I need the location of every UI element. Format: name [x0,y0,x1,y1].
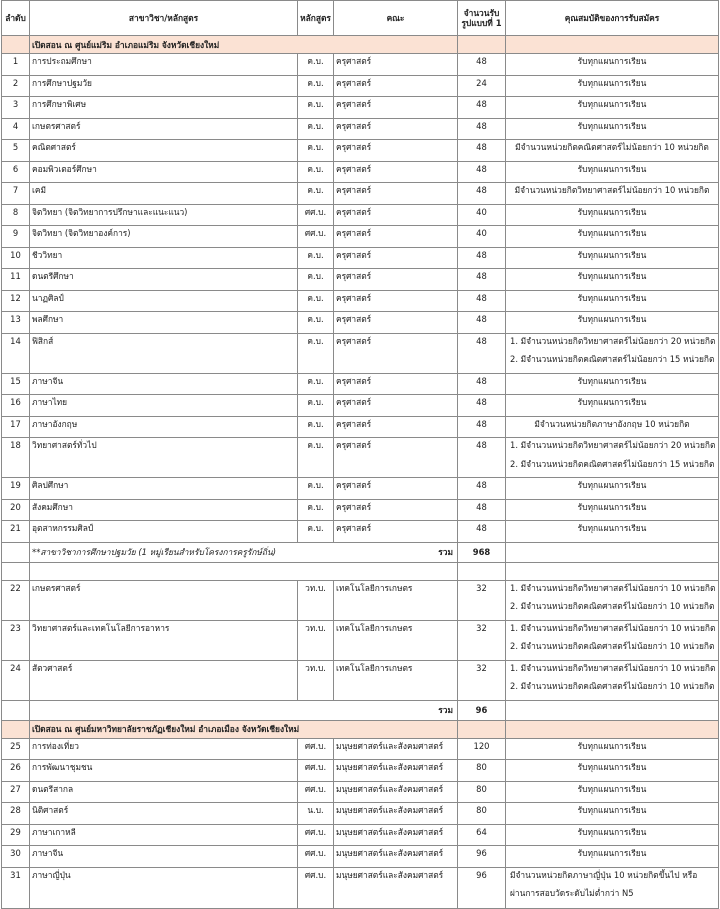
row-number: 24 [2,660,30,700]
quota: 48 [458,395,506,417]
qualification [506,781,719,803]
degree: ค.บ. [298,97,334,119]
table-row [2,781,719,803]
table-row [2,395,719,417]
qualification-line: 1. มีจำนวนหน่วยกิตวิทยาศาสตร์ไม่น้อยกว่า 10 หน่วยกิต [510,662,716,673]
table-row [2,204,719,226]
faculty: ครุศาสตร์ [334,226,458,248]
qualification-line: รับทุกแผนการเรียน [577,292,647,303]
qualification [506,738,719,760]
quota: 48 [458,247,506,269]
empty-cell [458,562,506,580]
qualification [506,373,719,395]
degree: ค.บ. [298,478,334,500]
qualification [506,97,719,119]
faculty: ครุศาสตร์ [334,118,458,140]
row-number: 14 [2,333,30,373]
quota: 48 [458,290,506,312]
table-row [2,580,719,620]
table-row [2,269,719,291]
row-number: 3 [2,97,30,119]
major-name: การศึกษาปฐมวัย [30,75,298,97]
row-number: 12 [2,290,30,312]
spacer-row [2,562,719,580]
faculty: ครุศาสตร์ [334,395,458,417]
header-quota: จำนวนรับ รูปแบบที่ 1 [458,1,506,36]
major-name: นาฏศิลป์ [30,290,298,312]
row-number: 5 [2,140,30,162]
faculty: ครุศาสตร์ [334,438,458,478]
qualification [506,760,719,782]
qualification [506,395,719,417]
quota: 32 [458,580,506,620]
row-number: 31 [2,867,30,908]
table-row [2,803,719,825]
qualification [506,290,719,312]
quota: 48 [458,373,506,395]
faculty: เทคโนโลยีการเกษตร [334,580,458,620]
qualification-line: มีจำนวนหน่วยกิตคณิตศาสตร์ไม่น้อยกว่า 10 หน่วยกิต [515,142,709,152]
quota: 48 [458,499,506,521]
section-title: เปิดสอน ณ ศูนย์มหาวิทยาลัยราชภัฏเชียงใหม่ อำเภอเมือง จังหวัดเชียงใหม่ [30,720,458,738]
degree: ศศ.บ. [298,760,334,782]
major-name: สังคมศึกษา [30,499,298,521]
table-row [2,54,719,76]
qualification-line: รับทุกแผนการเรียน [577,271,647,281]
major-name: สัตวศาสตร์ [30,660,298,700]
degree: ค.บ. [298,118,334,140]
faculty: มนุษยศาสตร์และสังคมศาสตร์ [334,824,458,846]
degree: ค.บ. [298,140,334,162]
qualification-line: 1. มีจำนวนหน่วยกิตวิทยาศาสตร์ไม่น้อยกว่า 10 หน่วยกิต [510,582,716,593]
row-number: 8 [2,204,30,226]
table-row [2,373,719,395]
faculty: ครุศาสตร์ [334,373,458,395]
qualification [506,521,719,543]
faculty: มนุษยศาสตร์และสังคมศาสตร์ [334,803,458,825]
total-label: รวม [438,546,453,557]
table-row [2,499,719,521]
table-row [2,75,719,97]
quota: 40 [458,226,506,248]
qualification [506,269,719,291]
row-number: 6 [2,161,30,183]
quota: 48 [458,416,506,438]
major-name: ภาษาจีน [30,373,298,395]
row-number: 29 [2,824,30,846]
row-number: 25 [2,738,30,760]
degree: ศศ.บ. [298,867,334,908]
table-row [2,140,719,162]
qualification [506,204,719,226]
qualification [506,580,719,620]
major-name: ภาษาไทย [30,395,298,417]
row-number: 7 [2,183,30,205]
faculty: ครุศาสตร์ [334,54,458,76]
degree: ค.บ. [298,499,334,521]
quota: 24 [458,75,506,97]
row-number: 18 [2,438,30,478]
row-number: 21 [2,521,30,543]
quota: 80 [458,760,506,782]
qualification [506,247,719,269]
faculty: ครุศาสตร์ [334,290,458,312]
quota: 48 [458,521,506,543]
faculty: ครุศาสตร์ [334,97,458,119]
table-header-row [2,1,719,36]
table-row [2,97,719,119]
quota: 48 [458,438,506,478]
table-row [2,521,719,543]
faculty: ครุศาสตร์ [334,333,458,373]
qualification [506,226,719,248]
qualification [506,54,719,76]
qualification-line: รับทุกแผนการเรียน [577,228,647,238]
row-number: 10 [2,247,30,269]
major-name: จิตวิทยา (จิตวิทยาการปรึกษาและแนะแนว) [30,204,298,226]
quota: 48 [458,54,506,76]
qualification-line: รับทุกแผนการเรียน [577,848,647,858]
degree: ค.บ. [298,247,334,269]
total-label: รวม [438,704,453,715]
row-number: 28 [2,803,30,825]
header-major: สาขาวิชา/หลักสูตร [30,1,298,36]
total-row [2,542,719,562]
qualification-line: มีจำนวนหน่วยกิตภาษาอังกฤษ 10 หน่วยกิต [534,418,690,429]
degree: ศศ.บ. [298,738,334,760]
qualification-line: รับทุกแผนการเรียน [577,397,647,407]
major-name: จิตวิทยา (จิตวิทยาองค์การ) [30,226,298,248]
faculty: ครุศาสตร์ [334,140,458,162]
table-row [2,333,719,373]
row-number: 20 [2,499,30,521]
table-row [2,660,719,700]
degree: ค.บ. [298,183,334,205]
qualification-line: 2. มีจำนวนหน่วยกิตคณิตศาสตร์ไม่น้อยกว่า 10 หน่วยกิต [510,601,715,611]
total-row [2,700,719,720]
table-row [2,118,719,140]
major-name: การประถมศึกษา [30,54,298,76]
qualification-line: รับทุกแผนการเรียน [577,740,647,751]
faculty: ครุศาสตร์ [334,161,458,183]
empty-cell [2,562,30,580]
major-name: ชีววิทยา [30,247,298,269]
degree: ค.บ. [298,333,334,373]
qualification [506,140,719,162]
degree: ศศ.บ. [298,204,334,226]
faculty: ครุศาสตร์ [334,312,458,334]
header-degree: หลักสูตร [298,1,334,36]
qualification-line: รับทุกแผนการเรียน [577,805,647,815]
quota: 32 [458,660,506,700]
degree: น.บ. [298,803,334,825]
qualification-line: รับทุกแผนการเรียน [577,99,647,109]
major-name: เคมี [30,183,298,205]
qualification [506,118,719,140]
quota: 48 [458,269,506,291]
major-name: นิติศาสตร์ [30,803,298,825]
qualification-line: ผ่านการสอบวัดระดับไม่ต่ำกว่า N5 [510,888,634,898]
empty-cell [2,542,30,562]
quota: 48 [458,118,506,140]
degree: ค.บ. [298,161,334,183]
header-faculty: คณะ [334,1,458,36]
qualification-line: รับทุกแผนการเรียน [577,314,647,324]
major-name: การพัฒนาชุมชน [30,760,298,782]
quota: 48 [458,161,506,183]
table-row [2,161,719,183]
faculty: เทคโนโลยีการเกษตร [334,660,458,700]
quota: 120 [458,738,506,760]
section-header-maerim [2,36,719,54]
empty-cell [506,720,719,738]
qualification-line: มีจำนวนหน่วยกิตภาษาญี่ปุ่น 10 หน่วยกิตขึ้นไป หรือ [510,869,698,880]
qualification [506,183,719,205]
table-row [2,867,719,908]
major-name: วิทยาศาสตร์และเทคโนโลยีการอาหาร [30,620,298,660]
degree: ค.บ. [298,54,334,76]
qualification [506,499,719,521]
degree: ค.บ. [298,416,334,438]
note-cell: **สาขาวิชาการศึกษาปฐมวัย (1 หมู่เรียนสำหรับโครงการครูรักษ์ถิ่น) รวม [30,542,458,562]
degree: ค.บ. [298,312,334,334]
major-name: การท่องเที่ยว [30,738,298,760]
quota: 48 [458,140,506,162]
qualification-line: รับทุกแผนการเรียน [577,480,647,490]
qualification-line: 1. มีจำนวนหน่วยกิตวิทยาศาสตร์ไม่น้อยกว่า 10 หน่วยกิต [510,622,716,633]
degree: ค.บ. [298,438,334,478]
degree: วท.บ. [298,620,334,660]
row-number: 1 [2,54,30,76]
qualification-line: 1. มีจำนวนหน่วยกิตวิทยาศาสตร์ไม่น้อยกว่า 20 หน่วยกิต [510,335,716,346]
qualification-line: รับทุกแผนการเรียน [577,762,647,772]
faculty: เทคโนโลยีการเกษตร [334,620,458,660]
qualification-line: 2. มีจำนวนหน่วยกิตคณิตศาสตร์ไม่น้อยกว่า 10 หน่วยกิต [510,641,715,651]
table-row [2,620,719,660]
faculty: ครุศาสตร์ [334,478,458,500]
qualification [506,824,719,846]
quota: 80 [458,803,506,825]
qualification-line: รับทุกแผนการเรียน [577,120,647,131]
row-number: 16 [2,395,30,417]
qualification [506,478,719,500]
quota: 96 [458,867,506,908]
qualification-line: รับทุกแผนการเรียน [577,249,647,260]
header-qualification: คุณสมบัติของการรับสมัคร [506,1,719,36]
major-name: ภาษาจีน [30,846,298,868]
degree: วท.บ. [298,660,334,700]
row-number: 13 [2,312,30,334]
row-number: 9 [2,226,30,248]
faculty: ครุศาสตร์ [334,521,458,543]
empty-cell [506,562,719,580]
total-value: 96 [458,700,506,720]
total-value: 968 [458,542,506,562]
faculty: มนุษยศาสตร์และสังคมศาสตร์ [334,760,458,782]
faculty: ครุศาสตร์ [334,247,458,269]
major-name: การศึกษาพิเศษ [30,97,298,119]
qualification [506,161,719,183]
quota: 48 [458,97,506,119]
row-number: 11 [2,269,30,291]
qualification-line: มีจำนวนหน่วยกิตวิทยาศาสตร์ไม่น้อยกว่า 10 หน่วยกิต [514,185,710,195]
row-number: 4 [2,118,30,140]
faculty: ครุศาสตร์ [334,183,458,205]
major-name: ศิลปศึกษา [30,478,298,500]
empty-cell [458,720,506,738]
empty-cell [2,720,30,738]
qualification [506,312,719,334]
qualification [506,75,719,97]
section-title: เปิดสอน ณ ศูนย์แม่ริม อำเภอแม่ริม จังหวัดเชียงใหม่ [30,36,458,54]
qualification-line: 2. มีจำนวนหน่วยกิตคณิตศาสตร์ไม่น้อยกว่า 10 หน่วยกิต [510,681,715,691]
table-row [2,478,719,500]
major-name: ดนตรีสากล [30,781,298,803]
quota: 40 [458,204,506,226]
degree: ศศ.บ. [298,824,334,846]
row-number: 27 [2,781,30,803]
qualification-line: รับทุกแผนการเรียน [577,77,647,88]
quota: 32 [458,620,506,660]
qualification-line: รับทุกแผนการเรียน [577,375,647,386]
qualification [506,867,719,908]
qualification [506,660,719,700]
table-row [2,290,719,312]
faculty: ครุศาสตร์ [334,416,458,438]
major-name: พลศึกษา [30,312,298,334]
row-number: 23 [2,620,30,660]
degree: ค.บ. [298,75,334,97]
degree: ค.บ. [298,521,334,543]
qualification-line: รับทุกแผนการเรียน [577,501,647,512]
qualification [506,333,719,373]
row-number: 30 [2,846,30,868]
qualification-line: 1. มีจำนวนหน่วยกิตวิทยาศาสตร์ไม่น้อยกว่า 20 หน่วยกิต [510,440,716,450]
major-name: คอมพิวเตอร์ศึกษา [30,161,298,183]
empty-cell [2,700,30,720]
faculty: ครุศาสตร์ [334,499,458,521]
qualification [506,846,719,868]
quota: 48 [458,333,506,373]
section-header-city [2,720,719,738]
faculty: ครุศาสตร์ [334,269,458,291]
row-number: 15 [2,373,30,395]
table-row [2,760,719,782]
qualification-line: รับทุกแผนการเรียน [577,163,647,174]
qualification-line: รับทุกแผนการเรียน [577,826,647,837]
degree: ค.บ. [298,395,334,417]
major-name: ฟิสิกส์ [30,333,298,373]
header-no: ลำดับ [2,1,30,36]
table-row [2,312,719,334]
row-number: 17 [2,416,30,438]
quota: 64 [458,824,506,846]
degree: ค.บ. [298,373,334,395]
major-name: ดนตรีศึกษา [30,269,298,291]
faculty: มนุษยศาสตร์และสังคมศาสตร์ [334,738,458,760]
table-row [2,846,719,868]
qualification-line: 2. มีจำนวนหน่วยกิตคณิตศาสตร์ไม่น้อยกว่า 15 หน่วยกิต [510,354,715,364]
qualification [506,803,719,825]
faculty: ครุศาสตร์ [334,75,458,97]
qualification [506,416,719,438]
major-name: เกษตรศาสตร์ [30,118,298,140]
degree: ค.บ. [298,269,334,291]
degree: ศศ.บ. [298,781,334,803]
row-number: 2 [2,75,30,97]
major-name: วิทยาศาสตร์ทั่วไป [30,438,298,478]
qualification [506,620,719,660]
degree: วท.บ. [298,580,334,620]
major-name: ภาษาญี่ปุ่น [30,867,298,908]
qualification [506,438,719,478]
table-body [2,36,719,909]
empty-cell [506,542,719,562]
major-name: ภาษาเกาหลี [30,824,298,846]
major-name: อุตสาหกรรมศิลป์ [30,521,298,543]
degree: ค.บ. [298,290,334,312]
empty-cell [506,700,719,720]
admission-table [1,0,719,909]
faculty: มนุษยศาสตร์และสังคมศาสตร์ [334,846,458,868]
empty-cell [30,562,458,580]
note-cell [30,700,458,720]
table-row [2,824,719,846]
quota: 96 [458,846,506,868]
table-row [2,438,719,478]
major-name: ภาษาอังกฤษ [30,416,298,438]
table-row [2,226,719,248]
table-row [2,247,719,269]
table-row [2,183,719,205]
qualification-line: รับทุกแผนการเรียน [577,56,647,66]
quota: 48 [458,183,506,205]
major-name: คณิตศาสตร์ [30,140,298,162]
quota: 80 [458,781,506,803]
quota: 48 [458,478,506,500]
qualification-line: 2. มีจำนวนหน่วยกิตคณิตศาสตร์ไม่น้อยกว่า 15 หน่วยกิต [510,458,715,469]
degree: ศศ.บ. [298,226,334,248]
table-row [2,416,719,438]
faculty: มนุษยศาสตร์และสังคมศาสตร์ [334,867,458,908]
row-number: 19 [2,478,30,500]
quota: 48 [458,312,506,334]
row-number: 22 [2,580,30,620]
table-row [2,738,719,760]
row-number: 26 [2,760,30,782]
major-name: เกษตรศาสตร์ [30,580,298,620]
degree: ศศ.บ. [298,846,334,868]
qualification-line: รับทุกแผนการเรียน [577,206,647,217]
qualification-line: รับทุกแผนการเรียน [577,783,647,794]
faculty: ครุศาสตร์ [334,204,458,226]
qualification-line: รับทุกแผนการเรียน [577,523,647,533]
faculty: มนุษยศาสตร์และสังคมศาสตร์ [334,781,458,803]
